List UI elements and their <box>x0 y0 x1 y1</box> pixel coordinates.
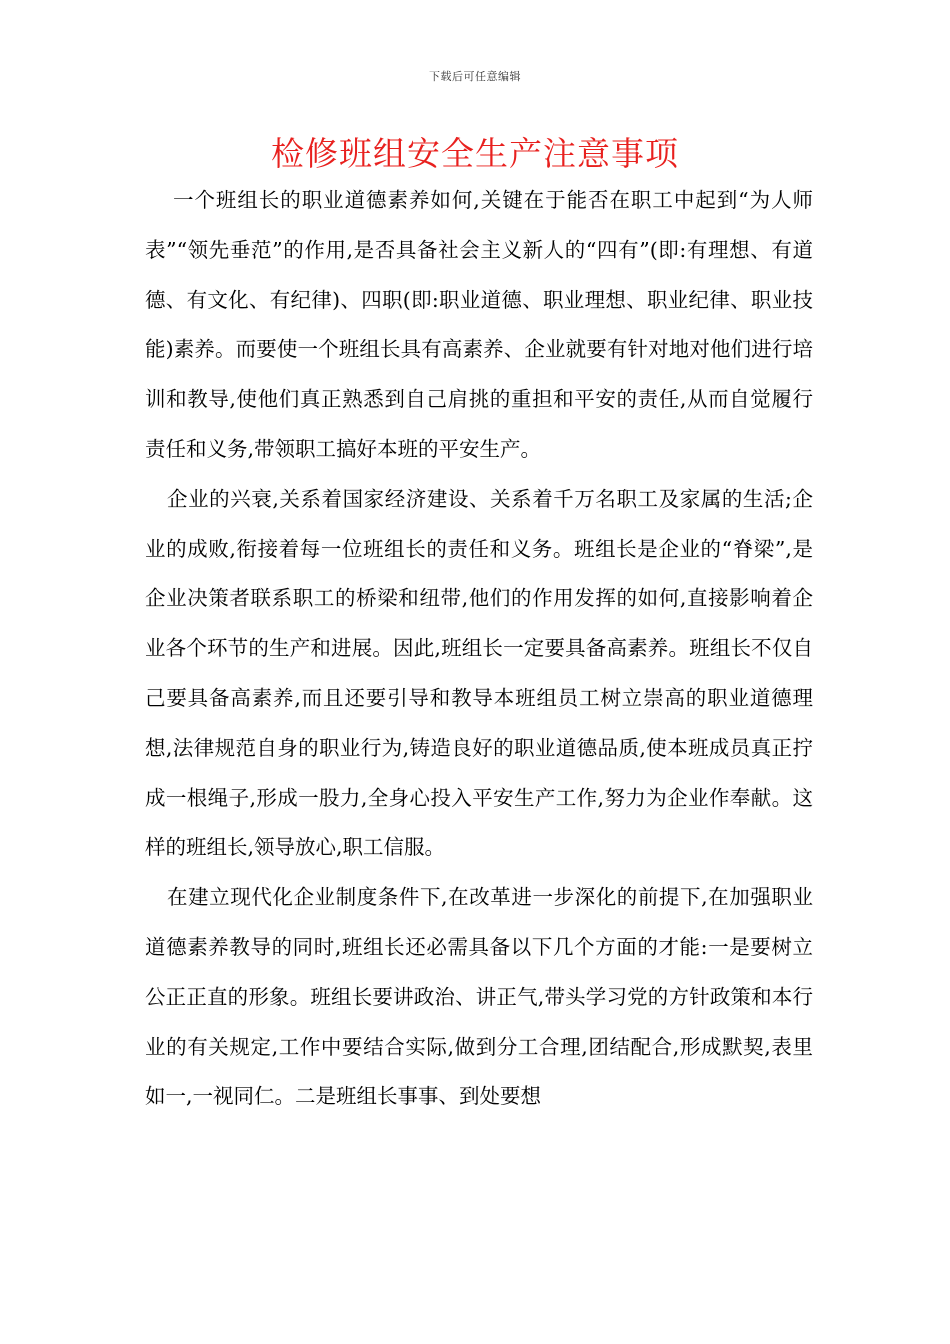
paragraph-3: 在建立现代化企业制度条件下,在改革进一步深化的前提下,在加强职业道德素养教导的同时,班组长还必需具备以下几个方面的才能:一是要树立公正正直的形象。班组长要讲政治、讲正气,带头学习党的方针政策和本行业的有关规定,工作中要结合实际,做到分工合理,团结配合,形成默契,表里如一,一视同仁。二是班组长事事、到处要想 <box>145 885 813 1109</box>
document-title: 检修班组安全生产注意事项 <box>271 134 679 173</box>
header-note: 下载后可任意编辑 <box>429 70 521 83</box>
paragraph-2: 企业的兴衰,关系着国家经济建设、关系着千万名职工及家属的生活;企业的成败,衔接着每一位班组长的责任和义务。班组长是企业的“脊梁”,是企业决策者联系职工的桥梁和纽带,他们的作用发挥的如何,直接影响着企业各个环节的生产和进展。因此,班组长一定要具备高素养。班组长不仅自己要具备高素养,而且还要引导和教导本班组员工树立崇高的职业道德理想,法律规范自身的职业行为,铸造良好的职业道德品质,使本班成员真正拧成一根绳子,形成一股力,全身心投入平安生产工作,努力为企业作奉献。这样的班组长,领导放心,职工信服。 <box>145 486 813 860</box>
paragraph-1: 一个班组长的职业道德素养如何,关键在于能否在职工中起到“为人师表”“领先垂范”的作用,是否具备社会主义新人的“四有”(即:有理想、有道德、有文化、有纪律)、四职(即:职业道德、职业理想、职业纪律、职业技能)素养。而要使一个班组长具有高素养、企业就要有针对地对他们进行培训和教导,使他们真正熟悉到自己肩挑的重担和平安的责任,从而自觉履行责任和义务,带领职工搞好本班的平安生产。 <box>145 188 813 461</box>
document-body <box>145 176 813 1122</box>
